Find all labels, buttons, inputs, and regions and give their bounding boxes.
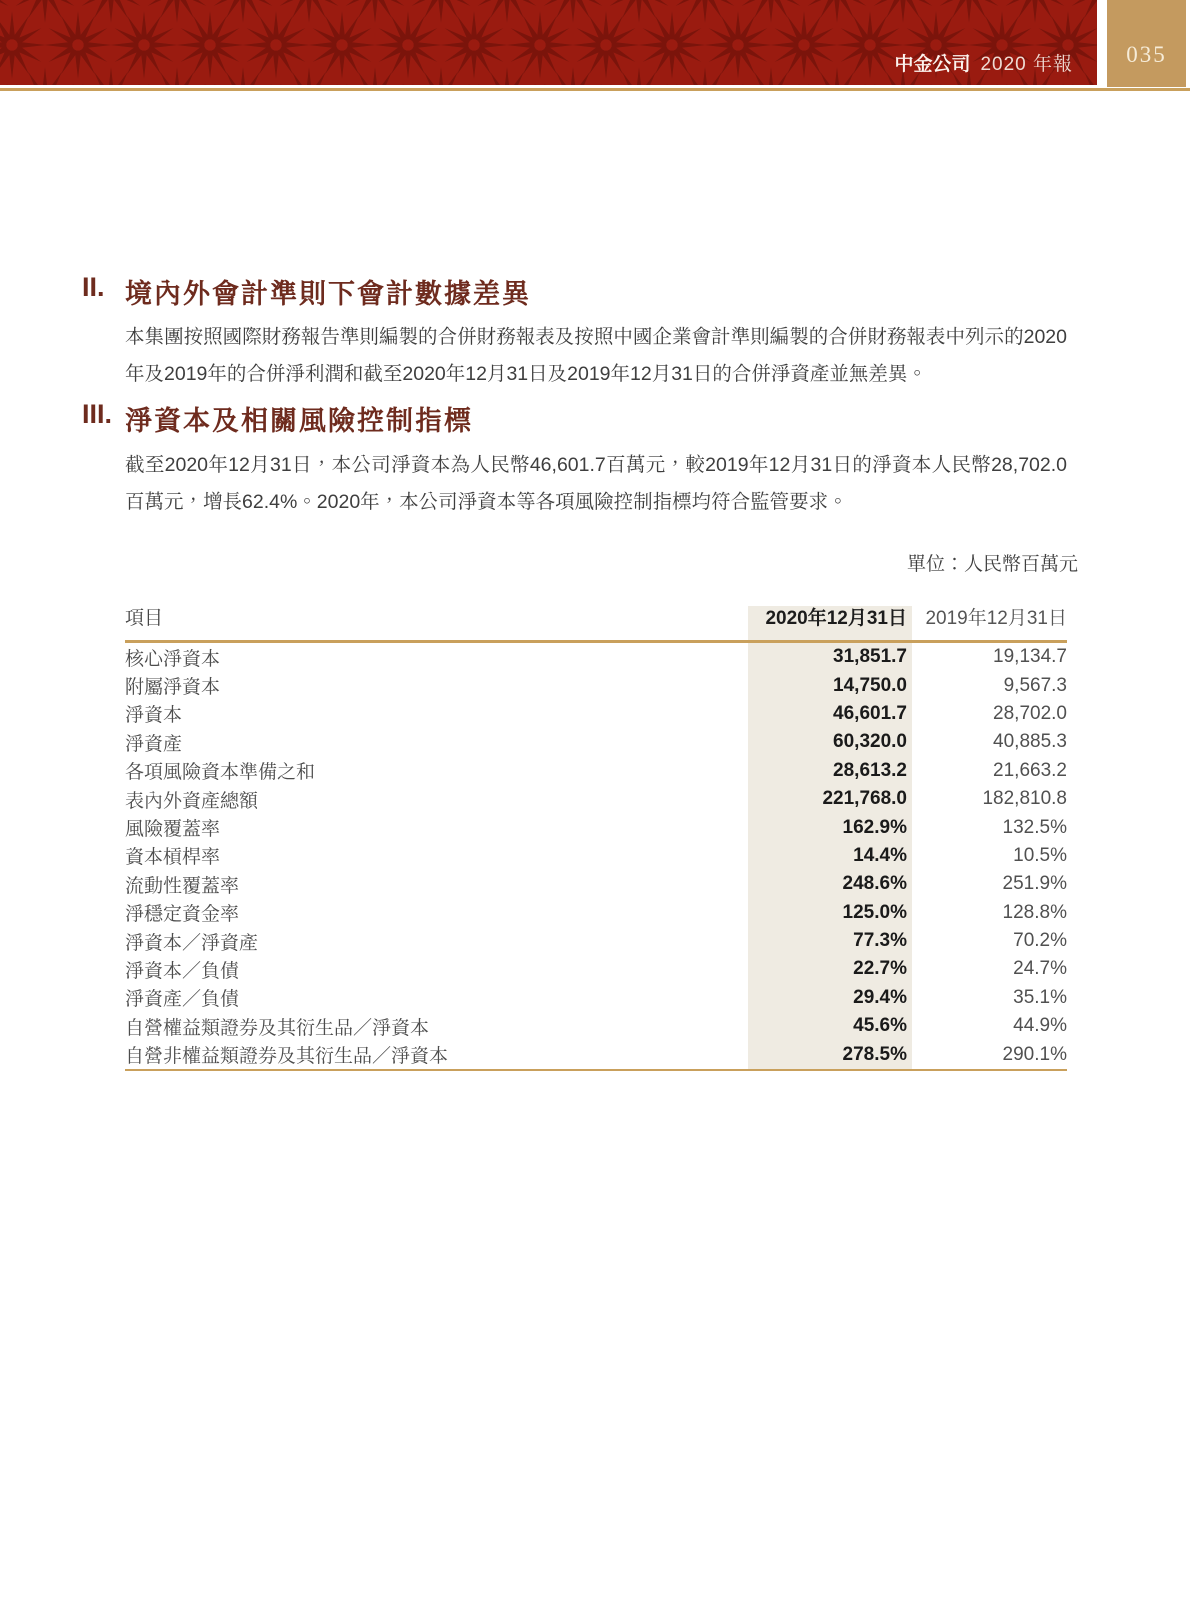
table-header-row: [125, 596, 1067, 640]
table-row: [125, 1040, 1067, 1068]
row-value-2019: 70.2%: [1013, 930, 1067, 952]
row-value-2020: 60,320.0: [833, 731, 907, 753]
column-header-2019: 2019年12月31日: [925, 608, 1067, 629]
row-item-label: 核心淨資本: [125, 648, 221, 670]
row-value-2019: 9,567.3: [1003, 674, 1067, 696]
row-item-label: 自營權益類證券及其衍生品／淨資本: [125, 1017, 430, 1039]
row-value-2020: 162.9%: [842, 816, 907, 838]
table-row: [125, 813, 1067, 841]
row-value-2020: 221,768.0: [822, 788, 907, 810]
row-item-label: 表內外資產總額: [125, 790, 259, 812]
row-value-2020: 14.4%: [853, 844, 907, 866]
table-row: [125, 984, 1067, 1012]
table-row: [125, 1012, 1067, 1040]
row-value-2020: 77.3%: [853, 930, 907, 952]
row-item-label: 風險覆蓋率: [125, 819, 221, 841]
section-2-title: 境內外會計準則下會計數據差異: [125, 279, 531, 309]
section-2-paragraph: 本集團按照國際財務報告準則編製的合併財務報表及按照中國企業會計準則編製的合併財務報表中列示的2020年及2019年的合併淨利潤和截至2020年12月31日及2019年12月31日的合併淨資產並無差異。: [125, 326, 1067, 385]
table-row: [125, 955, 1067, 983]
row-item-label: 淨資本: [125, 705, 183, 727]
row-item-label: 資本槓桿率: [125, 847, 221, 869]
row-value-2019: 19,134.7: [993, 646, 1067, 668]
row-value-2020: 31,851.7: [833, 646, 907, 668]
row-value-2020: 125.0%: [842, 901, 907, 923]
row-value-2020: 22.7%: [853, 958, 907, 980]
row-value-2020: 14,750.0: [833, 674, 907, 696]
row-value-2019: 35.1%: [1013, 986, 1067, 1008]
table-row: [125, 643, 1067, 671]
row-value-2019: 10.5%: [1013, 844, 1067, 866]
column-header-2020: 2020年12月31日: [765, 608, 907, 629]
table-row: [125, 700, 1067, 728]
page-number-box: [1107, 0, 1186, 87]
row-value-2020: 248.6%: [842, 873, 907, 895]
row-item-label: 淨資本／淨資產: [125, 932, 259, 954]
table-row: [125, 671, 1067, 699]
row-item-label: 淨資產: [125, 733, 183, 755]
row-value-2020: 29.4%: [853, 986, 907, 1008]
table-bottom-rule: [125, 1069, 1067, 1071]
row-value-2019: 128.8%: [1002, 901, 1067, 923]
row-value-2019: 28,702.0: [993, 702, 1067, 724]
row-value-2020: 28,613.2: [833, 759, 907, 781]
table-unit-label: 單位：人民幣百萬元: [906, 554, 1078, 575]
row-value-2019: 182,810.8: [982, 788, 1067, 810]
table-row: [125, 927, 1067, 955]
table-row: [125, 785, 1067, 813]
table-row: [125, 842, 1067, 870]
row-value-2019: 290.1%: [1002, 1043, 1067, 1065]
row-item-label: 淨穩定資金率: [125, 904, 240, 926]
decorative-pattern-band: [0, 0, 1097, 85]
section-2-number: II.: [82, 272, 105, 302]
row-item-label: 附屬淨資本: [125, 677, 221, 699]
table-row: [125, 757, 1067, 785]
risk-indicators-table: [125, 596, 1067, 1076]
header-divider: [0, 88, 1190, 91]
table-row: [125, 899, 1067, 927]
row-item-label: 淨資產／負債: [125, 989, 240, 1011]
report-year: 2020 年報: [980, 54, 1073, 75]
table-body: [125, 643, 1067, 1069]
row-value-2020: 278.5%: [842, 1043, 907, 1065]
row-item-label: 流動性覆蓋率: [125, 875, 240, 897]
page-number: 035: [1126, 41, 1167, 67]
row-value-2020: 45.6%: [853, 1015, 907, 1037]
header-band-text: [894, 49, 1073, 76]
table-row: [125, 728, 1067, 756]
section-3-paragraph: 截至2020年12月31日，本公司淨資本為人民幣46,601.7百萬元，較2019年12月31日的淨資本人民幣28,702.0百萬元，增長62.4%。2020年，本公司淨資本等各項風險控制指標均符合監管要求。: [125, 454, 1067, 513]
row-item-label: 淨資本／負債: [125, 960, 240, 982]
row-item-label: 自營非權益類證券及其衍生品／淨資本: [125, 1046, 449, 1068]
row-value-2019: 24.7%: [1013, 958, 1067, 980]
row-value-2019: 44.9%: [1013, 1015, 1067, 1037]
row-value-2020: 46,601.7: [833, 702, 907, 724]
company-name: 中金公司: [894, 54, 971, 75]
section-3-number: III.: [82, 399, 113, 429]
row-item-label: 各項風險資本準備之和: [125, 762, 316, 784]
table-row: [125, 870, 1067, 898]
row-value-2019: 132.5%: [1002, 816, 1067, 838]
column-header-item: 項目: [125, 608, 164, 629]
row-value-2019: 40,885.3: [993, 731, 1067, 753]
row-value-2019: 251.9%: [1002, 873, 1067, 895]
row-value-2019: 21,663.2: [993, 759, 1067, 781]
section-3-title: 淨資本及相關風險控制指標: [125, 406, 473, 436]
